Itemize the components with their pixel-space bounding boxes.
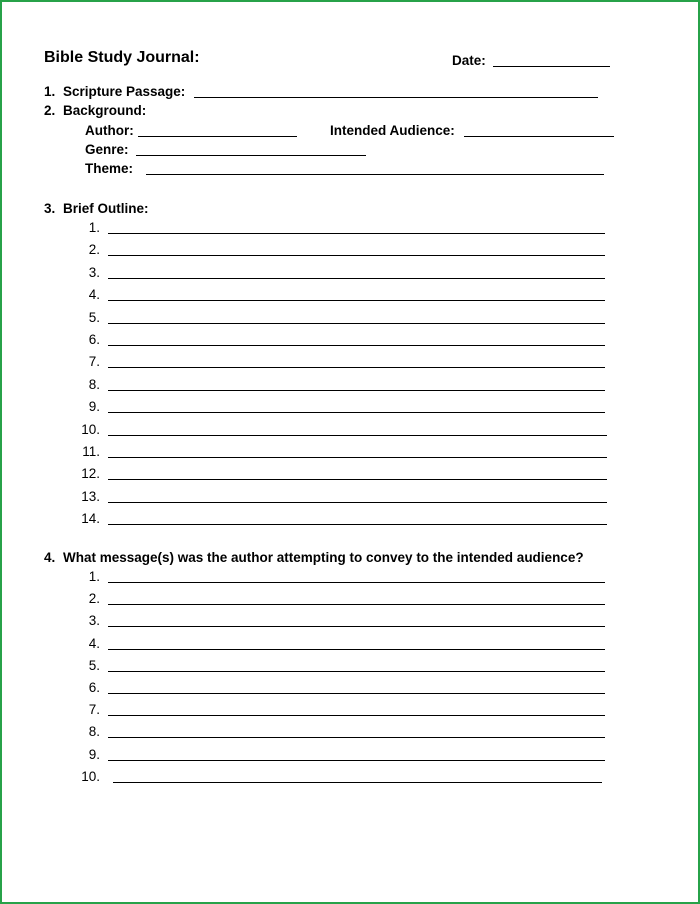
outline-item-line[interactable] [108, 300, 605, 301]
message-item-line[interactable] [108, 760, 605, 761]
message-item-number: 8. [88, 724, 100, 740]
message-item-number: 1. [88, 569, 100, 584]
outline-item-line[interactable] [108, 390, 605, 391]
scripture-field[interactable] [194, 97, 598, 98]
theme-field[interactable] [146, 174, 604, 175]
message-item-line[interactable] [108, 693, 605, 694]
message-item-number: 10. [81, 768, 100, 784]
outline-item-number: 2. [88, 242, 100, 258]
outline-item-number: 13. [81, 488, 100, 504]
message-item-number: 7. [88, 702, 100, 718]
message-item-line[interactable] [108, 604, 605, 605]
outline-item-number: 9. [88, 399, 100, 415]
outline-item-line[interactable] [108, 502, 607, 503]
outline-item-number: 6. [88, 332, 100, 347]
outline-item-number: 4. [88, 287, 100, 303]
background-label: Background: [63, 103, 147, 118]
outline-item-number: 7. [88, 354, 100, 370]
message-item-line[interactable] [108, 671, 605, 672]
outline-item-number: 5. [88, 309, 100, 325]
outline-item-line[interactable] [108, 479, 607, 480]
outline-item-line[interactable] [108, 367, 605, 368]
outline-item-line[interactable] [108, 412, 605, 413]
outline-item-number: 12. [81, 466, 100, 482]
outline-item-line[interactable] [108, 255, 605, 256]
audience-label: Intended Audience: [330, 123, 455, 138]
outline-item-line[interactable] [108, 278, 605, 279]
outline-label: Brief Outline: [63, 201, 149, 216]
background-number: 2. [44, 103, 56, 118]
message-item-line[interactable] [113, 782, 602, 783]
message-item-number: 3. [88, 613, 100, 629]
message-item-number: 2. [88, 591, 100, 607]
outline-item-number: 1. [88, 220, 100, 235]
outline-item-number: 8. [88, 376, 100, 392]
outline-number: 3. [44, 201, 56, 216]
outline-item-number: 11. [82, 444, 100, 459]
outline-item-line[interactable] [108, 233, 605, 234]
outline-item-line[interactable] [108, 524, 607, 525]
genre-field[interactable] [136, 155, 366, 156]
outline-item-number: 14. [81, 511, 100, 527]
message-item-line[interactable] [108, 737, 605, 738]
date-field[interactable] [493, 66, 610, 67]
message-item-number: 4. [88, 635, 100, 651]
outline-item-number: 10. [81, 421, 100, 437]
message-item-number: 9. [88, 746, 100, 762]
genre-label: Genre: [85, 142, 129, 157]
message-label: What message(s) was the author attempting to convey to the intended audience? [63, 550, 584, 565]
page-title: Bible Study Journal: [44, 49, 200, 66]
message-item-number: 6. [88, 680, 100, 695]
date-label: Date: [452, 53, 486, 68]
message-number: 4. [44, 550, 56, 565]
outline-item-line[interactable] [108, 457, 607, 458]
message-item-line[interactable] [108, 649, 605, 650]
message-item-number: 5. [88, 657, 100, 673]
message-item-line[interactable] [108, 626, 605, 627]
theme-label: Theme: [85, 161, 134, 176]
message-item-line[interactable] [108, 715, 605, 716]
outline-item-line[interactable] [108, 323, 605, 324]
author-field[interactable] [138, 136, 297, 137]
author-label: Author: [85, 123, 134, 138]
message-item-line[interactable] [108, 582, 605, 583]
scripture-label: Scripture Passage: [63, 84, 186, 99]
scripture-number: 1. [44, 84, 56, 99]
outline-item-line[interactable] [108, 435, 607, 436]
outline-item-line[interactable] [108, 345, 605, 346]
audience-field[interactable] [464, 136, 614, 137]
outline-item-number: 3. [88, 264, 100, 280]
